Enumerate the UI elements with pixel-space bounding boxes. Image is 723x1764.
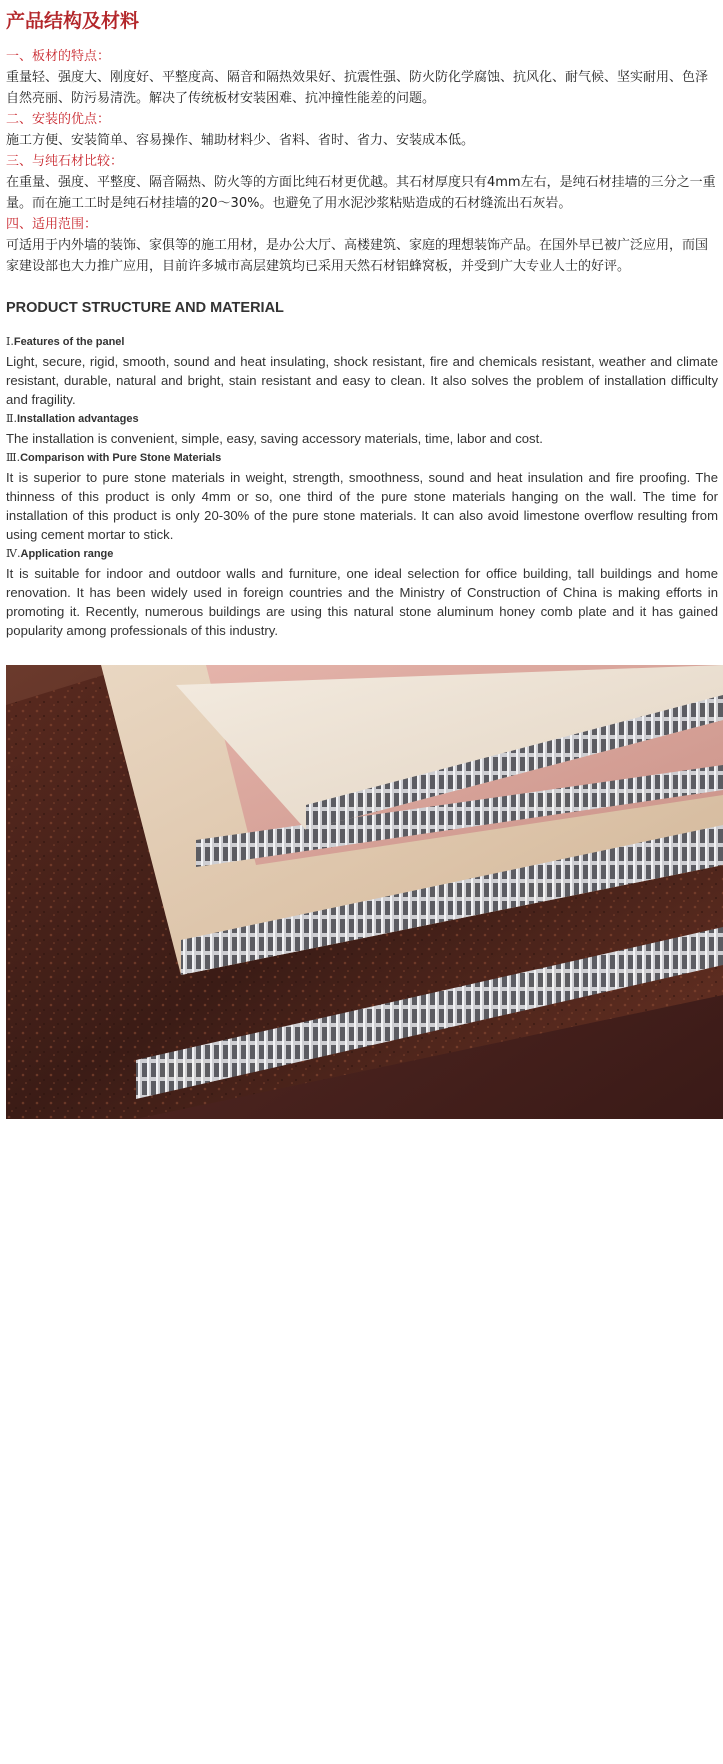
page-title-en: PRODUCT STRUCTURE AND MATERIAL [6, 300, 284, 316]
en-heading-comparison-text: Comparison with Pure Stone Materials [20, 452, 222, 464]
cn-heading-application: 四、适用范围： [6, 217, 98, 232]
page-title-cn: 产品结构及材料 [6, 10, 140, 32]
roman-numeral-1: Ⅰ. [6, 335, 14, 348]
en-sections [6, 332, 718, 640]
brand-name-pinyin: jinbatai [46, 1746, 128, 1764]
en-body-application: It is suitable for indoor and outdoor walls and furniture, one ideal selection for office building, tall buildings and home renovation. It has been widely used in foreign countries and the Ministry of Construction of China is making efforts in promoting it. Recently, numerous buildings are using this natural stone aluminum honey comb plate and it has gained popularity among professionals of this industry. [6, 566, 718, 638]
cn-section-1 [6, 46, 718, 277]
en-heading-features [6, 332, 718, 352]
roman-numeral-2: Ⅱ. [6, 412, 17, 425]
en-body-comparison: It is superior to pure stone materials in weight, strength, smoothness, sound and heat insulation and fire proofing. The thinness of this product is only 4mm or so, one third of the pure stone materials hanging on the wall. The time for installation of this product is only 20-30% of the pure stone materials. It can also avoid limestone overflow resulting from using cement mortar to stick. [6, 470, 718, 542]
roman-numeral-3: Ⅲ. [6, 451, 21, 464]
cn-heading-features: 一、板材的特点： [6, 49, 111, 64]
cn-body-comparison: 在重量、强度、平整度、隔音隔热、防火等的方面比纯石材更优越。其石材厚度只有4mm左右，是纯石材挂墙的三分之一重量。而在施工工时是纯石材挂墙的20～30%。也避免了用水泥沙浆粘贴造成的石材缝流出石灰岩。 [6, 175, 716, 211]
en-heading-features-text: Features of the panel [13, 336, 125, 348]
cn-heading-installation: 二、安装的优点： [6, 112, 111, 127]
en-heading-application [6, 544, 718, 564]
en-heading-installation-text: Installation advantages [16, 413, 139, 425]
cn-body-application: 可适用于内外墙的装饰、家俱等的施工用材，是办公大厅、高楼建筑、家庭的理想装饰产品。在国外早已被广泛应用，而国家建设部也大力推广应用，目前许多城市高层建筑均已采用天然石材铝蜂窝板，并受到广大专业人士的好评。 [6, 238, 709, 274]
en-body-features: Light, secure, rigid, smooth, sound and heat insulating, shock resistant, fire and chemicals resistant, weather and climate resistant, durable, natural and bright, stain resistant and easy to clean. It also solves the problem of installation difficulty and fragility. [6, 354, 718, 407]
roman-numeral-4: Ⅳ. [6, 547, 21, 560]
en-heading-comparison [6, 448, 718, 468]
en-body-installation: The installation is convenient, simple, easy, saving accessory materials, time, labor and cost. [6, 431, 543, 446]
en-heading-application-text: Application range [20, 548, 114, 560]
ljt-logo-mark-icon [46, 1643, 118, 1705]
honeycomb-panel-illustration [6, 665, 723, 1119]
cn-body-installation: 施工方便、安装简单、容易操作、辅助材料少、省料、省时、省力、安装成本低。 [6, 133, 475, 148]
en-heading-installation [6, 409, 718, 429]
product-photo [6, 665, 723, 1764]
brand-logo [46, 1643, 146, 1764]
brand-name-chinese: 金霸泰 [46, 1717, 131, 1747]
cn-body-features: 重量轻、强度大、刚度好、平整度高、隔音和隔热效果好、抗震性强、防火防化学腐蚀、抗风化、耐气候、坚实耐用、色泽自然亮丽、防污易清洗。解决了传统板材安装困难、抗冲撞性能差的问题。 [6, 70, 709, 106]
cn-heading-comparison: 三、与纯石材比较： [6, 154, 124, 169]
